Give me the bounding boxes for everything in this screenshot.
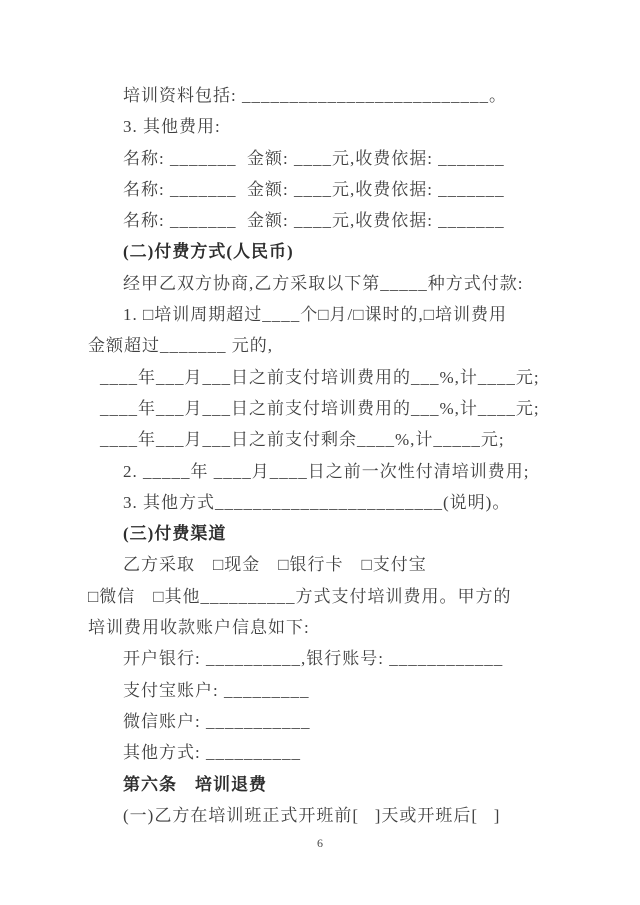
line-option3-other: 3. 其他方式________________________(说明)。 xyxy=(123,492,511,512)
heading-article6-refund: 第六条 培训退费 xyxy=(123,774,267,794)
line-channel-checkboxes-2: □微信 □其他__________方式支付培训费用。甲方的 xyxy=(88,586,512,606)
line-installment-2: ____年___月___日之前支付培训费用的___%,计____元; xyxy=(100,398,540,418)
line-alipay-account: 支付宝账户: _________ xyxy=(123,680,310,700)
heading-payment-channel: (三)付费渠道 xyxy=(123,524,227,544)
line-other-fees-label: 3. 其他费用: xyxy=(123,117,221,137)
line-wechat-account: 微信账户: ___________ xyxy=(123,711,311,731)
line-account-info-intro: 培训费用收款账户信息如下: xyxy=(88,618,310,638)
line-other-method: 其他方式: __________ xyxy=(123,743,301,763)
line-fee-item-1: 名称: _______ 金额: ____元,收费依据: _______ xyxy=(123,148,505,168)
line-channel-checkboxes: 乙方采取 □现金 □银行卡 □支付宝 xyxy=(123,555,427,575)
line-option1-amount: 金额超过_______ 元的, xyxy=(88,336,273,356)
line-option1-condition: 1. □培训周期超过____个□月/□课时的,□培训费用 xyxy=(123,305,508,325)
line-refund-clause-1: (一)乙方在培训班正式开班前[ ]天或开班后[ ] xyxy=(123,805,501,825)
line-installment-1: ____年___月___日之前支付培训费用的___%,计____元; xyxy=(100,367,540,387)
heading-payment-method: (二)付费方式(人民币) xyxy=(123,242,294,262)
page-number: 6 xyxy=(317,836,323,850)
line-option2-onetime: 2. _____年 ____月____日之前一次性付清培训费用; xyxy=(123,461,530,481)
line-fee-item-2: 名称: _______ 金额: ____元,收费依据: _______ xyxy=(123,179,505,199)
line-fee-item-3: 名称: _______ 金额: ____元,收费依据: _______ xyxy=(123,211,505,231)
line-training-materials: 培训资料包括: __________________________。 xyxy=(123,86,507,105)
line-installment-3: ____年___月___日之前支付剩余____%,计_____元; xyxy=(100,430,505,450)
line-bank-account: 开户银行: __________,银行账号: ____________ xyxy=(123,649,504,669)
line-payment-negotiation: 经甲乙双方协商,乙方采取以下第_____种方式付款: xyxy=(123,273,524,293)
